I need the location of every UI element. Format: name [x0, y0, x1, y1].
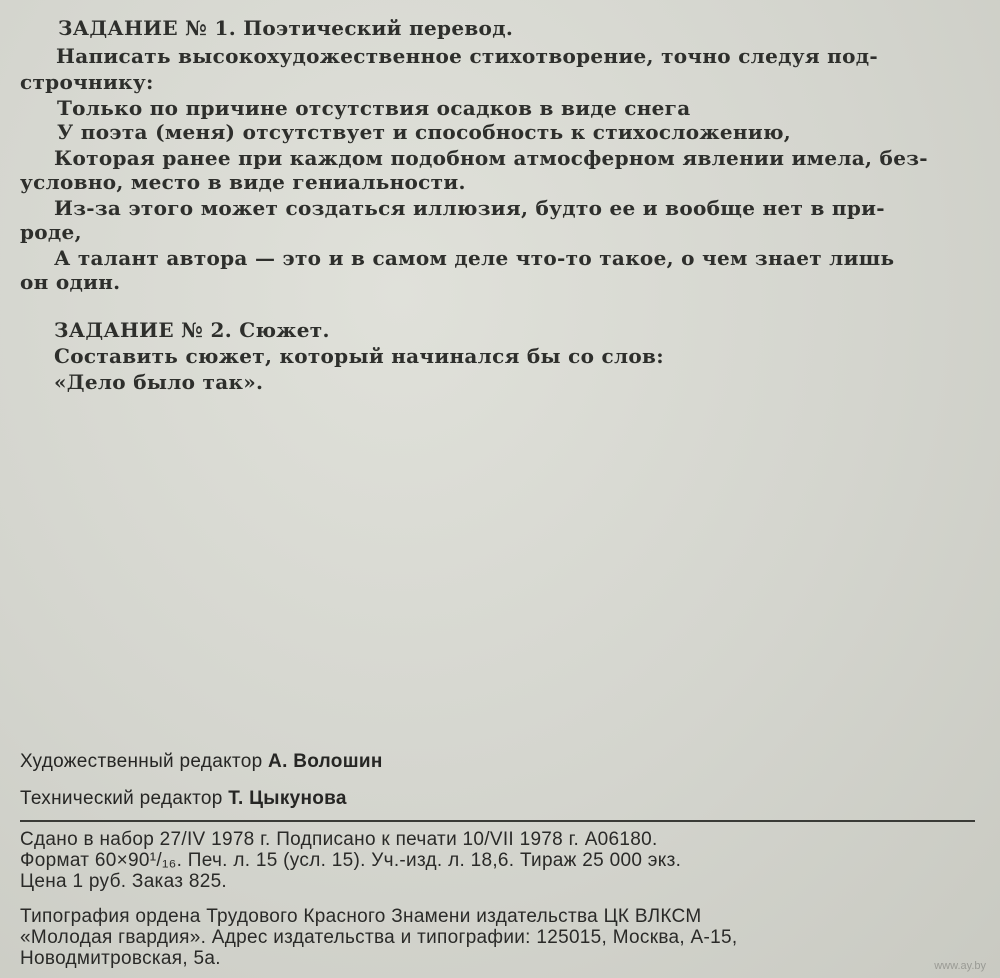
task1-line: Из-за этого может создаться иллюзия, будто ее и вообще нет в при-: [54, 196, 885, 220]
tech-editor-credit: [20, 787, 347, 811]
task1-line: строчнику:: [20, 70, 154, 94]
task1-heading: [58, 16, 513, 40]
task2-heading-title: Сюжет.: [239, 318, 330, 342]
printer-line: Типография ордена Трудового Красного Знамени издательства ЦК ВЛКСМ: [20, 906, 702, 927]
imprint-line: Цена 1 руб. Заказ 825.: [20, 871, 228, 892]
tech-editor-name: Т. Цыкунова: [228, 788, 347, 809]
task1-line: У поэта (меня) отсутствует и способность к стихосложению,: [57, 120, 792, 144]
task1-line: А талант автора — это и в самом деле что-то такое, о чем знает лишь: [54, 246, 895, 270]
task1-line: [56, 44, 971, 68]
watermark: www.ay.by: [934, 960, 986, 972]
art-editor-credit: [20, 750, 383, 774]
printer-line: Новодмитровская, 5а.: [20, 948, 221, 969]
task2-line: Составить сюжет, который начинался бы со слов:: [54, 344, 664, 368]
task1-line: он один.: [20, 270, 121, 294]
task1-line: Только по причине отсутствия осадков в виде снега: [57, 96, 691, 120]
task2-line: «Дело было так».: [54, 370, 264, 394]
art-editor-name: А. Волошин: [268, 751, 383, 772]
task1-heading-label: ЗАДАНИЕ № 1.: [58, 16, 236, 40]
task1-heading-title: Поэтический перевод.: [243, 16, 514, 40]
tech-editor-role: Технический редактор: [20, 788, 223, 809]
task2-heading: [54, 318, 330, 342]
imprint-line: Сдано в набор 27/IV 1978 г. Подписано к печати 10/VII 1978 г. А06180.: [20, 829, 658, 850]
task1-line-text: Написать высокохудожественное стихотворение, точно следуя под-: [56, 44, 878, 68]
task1-line: условно, место в виде гениальности.: [20, 170, 466, 194]
task1-line: роде,: [20, 220, 82, 244]
task2-heading-label: ЗАДАНИЕ № 2.: [54, 318, 232, 342]
printer-line: «Молодая гвардия». Адрес издательства и типографии: 125015, Москва, А-15,: [20, 927, 738, 948]
imprint-line: Формат 60×90¹/₁₆. Печ. л. 15 (усл. 15). Уч.-изд. л. 18,6. Тираж 25 000 экз.: [20, 850, 682, 871]
task1-line: Которая ранее при каждом подобном атмосферном явлении имела, без-: [54, 146, 928, 170]
art-editor-role: Художественный редактор: [20, 751, 263, 772]
imprint-divider: [20, 820, 975, 822]
